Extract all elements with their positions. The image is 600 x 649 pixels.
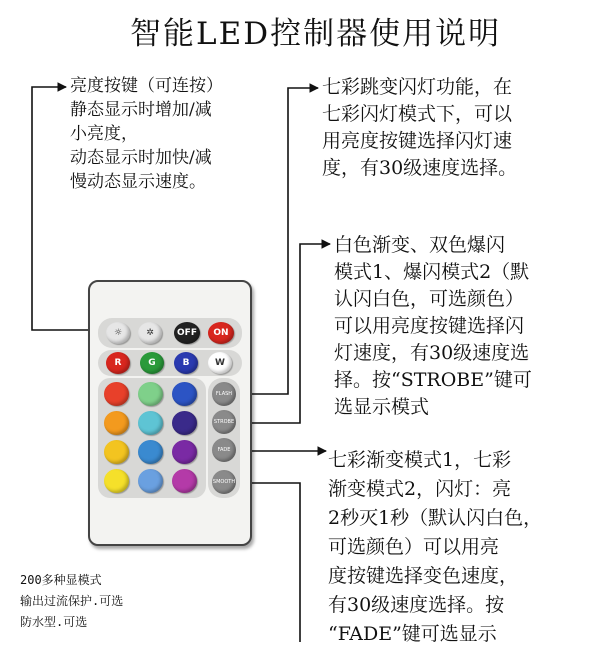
red-button[interactable]: R xyxy=(106,352,130,374)
note-line: 可以用亮度按键选择闪 xyxy=(334,315,525,337)
color-button-r1-c3[interactable] xyxy=(172,382,197,406)
remote-control xyxy=(88,280,252,546)
note-line: 认闪白色，可选颜色） xyxy=(334,288,525,310)
color-button-r2-c2[interactable] xyxy=(138,411,163,435)
off-button[interactable]: OFF xyxy=(174,322,200,344)
color-button-r3-c2[interactable] xyxy=(138,440,163,464)
spec-item: 防水型.可选 xyxy=(20,615,88,629)
sun-small-icon: ✲ xyxy=(146,328,154,338)
color-button-r2-c1[interactable] xyxy=(104,411,129,435)
fade-button[interactable]: FADE xyxy=(212,438,236,462)
note-line: 动态显示时加快/减 xyxy=(70,148,212,168)
note-line: 小亮度， xyxy=(70,124,138,144)
brightness-up-button[interactable] xyxy=(106,322,130,344)
brightness-down-button[interactable] xyxy=(138,322,162,344)
note-line: “FADE”键可选显示 xyxy=(328,623,497,645)
note-line: 七彩渐变模式1，七彩 xyxy=(328,449,512,471)
color-button-r3-c3[interactable] xyxy=(172,440,197,464)
note-line: 有30级速度选择。按 xyxy=(328,594,505,616)
note-flash xyxy=(322,74,517,182)
page-title: 智能LED控制器使用说明 xyxy=(130,16,502,52)
note-strobe xyxy=(334,232,532,421)
note-line: 用亮度按键选择闪灯速 xyxy=(322,130,513,152)
note-line: 白色渐变、双色爆闪 xyxy=(334,234,506,256)
color-button-r2-c3[interactable] xyxy=(172,411,197,435)
flash-button[interactable]: FLASH xyxy=(212,382,236,406)
blue-button[interactable]: B xyxy=(174,352,198,374)
white-button[interactable]: W xyxy=(208,352,232,374)
sun-icon: ☼ xyxy=(113,328,123,338)
strobe-button[interactable]: STROBE xyxy=(212,410,236,434)
green-button[interactable]: G xyxy=(140,352,164,374)
note-line: 灯速度，有30级速度选 xyxy=(334,342,530,364)
note-line: 静态显示时增加/减 xyxy=(70,100,212,120)
note-line: 模式1、爆闪模式2（默 xyxy=(334,261,530,283)
color-button-r4-c1[interactable] xyxy=(104,469,129,493)
color-button-r3-c1[interactable] xyxy=(104,440,129,464)
note-line: 2秒灭1秒（默认闪白色， xyxy=(328,507,543,529)
note-line: 可选颜色）可以用亮 xyxy=(328,536,500,558)
color-button-r4-c2[interactable] xyxy=(138,469,163,493)
note-line: 选显示模式 xyxy=(334,396,430,418)
note-line: 渐变模式2，闪灯：亮 xyxy=(328,478,512,500)
note-line: 择。按“STROBE”键可 xyxy=(334,369,532,391)
color-button-r4-c3[interactable] xyxy=(172,469,197,493)
color-button-r1-c1[interactable] xyxy=(104,382,129,406)
note-fade xyxy=(328,446,542,649)
specs-list xyxy=(20,570,123,633)
note-line: 七彩跳变闪灯功能，在 xyxy=(322,76,513,98)
note-line: 度按键选择变色速度， xyxy=(328,565,519,587)
on-button[interactable]: ON xyxy=(208,322,234,344)
color-button-r1-c2[interactable] xyxy=(138,382,163,406)
note-brightness xyxy=(70,74,223,194)
note-line: 度，有30级速度选择。 xyxy=(322,157,518,179)
smooth-button[interactable]: SMOOTH xyxy=(212,470,236,494)
note-line: 亮度按键（可连按） xyxy=(70,76,223,96)
note-line: 慢动态显示速度。 xyxy=(70,172,206,192)
note-line: 七彩闪灯模式下，可以 xyxy=(322,103,513,125)
spec-item: 输出过流保护.可选 xyxy=(20,594,124,608)
spec-item: 200多种显模式 xyxy=(20,573,102,587)
